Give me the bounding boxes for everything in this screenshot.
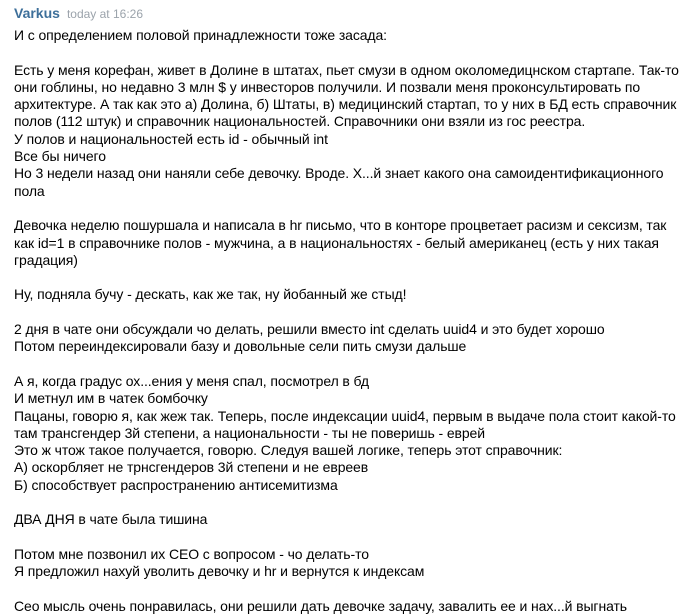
message-text-line: Все бы ничего [14,148,106,165]
message-text-line: Я предложил нахуй уволить девочку и hr и вернутся к индексам [14,563,425,580]
message-text-line: Это ж чтож такое получается, говорю. Следуя вашей логике, теперь этот справочник: [14,442,563,459]
message-text-line: как id=1 в справочнике полов - мужчина, а в национальностях - белый американец (есть у них такая [14,234,659,251]
message-text-line [14,200,688,217]
message-header [14,5,688,23]
message-text-line: архитектуре. А так как это а) Долина, б) Штаты, в) медицинский стартап, то у них в БД есть справочник [14,96,677,113]
message-text-line [14,44,688,61]
message-text-line: Потом мне позвонил их CEO с вопросом - чо делать-то [14,545,369,562]
message-text-line: градация) [14,251,78,268]
message-text-line [14,356,688,373]
message-text-line [14,304,688,321]
message-text-line [14,494,688,511]
message-text-line: Есть у меня корефан, живет в Долине в штатах, пьет смузи в одном околомедицнском стартапе. Так-то [14,61,679,78]
message-text-line: И с определением половой принадлежности тоже засада: [14,27,387,43]
message-text-line: Ну, подняла бучу - дескать, как же так, ну йобанный же стыд! [14,286,407,303]
message-text-line: Девочка неделю пошуршала и написала в hr письмо, что в конторе процветает расизм и сексизм, так [14,217,667,234]
message-text-line: Сео мысль очень понравилась, они решили дать девочке задачу, завалить ее и нах...й выгнать [14,597,627,614]
message-text-line: Потом переиндексировали базу и довольные сели пить смузи дальше [14,338,467,355]
message-text-line: пола [14,182,45,199]
message-text-line: там трансгендер 3й степени, а национальности - ты не поверишь - еврей [14,424,485,441]
author-name[interactable]: Varkus [14,5,60,21]
message-text-line: А) оскорбляет не трнсгендеров 3й степени и не евреев [14,459,369,476]
message-text-line: А я, когда градус ох...ения у меня спал, посмотрел в бд [14,372,369,389]
message-text-line [14,269,688,286]
message-text-line: ДВА ДНЯ в чате была тишина [14,511,208,528]
message-text-line: Б) способствует распространению антисемитизма [14,476,338,493]
message-body [14,27,688,615]
message-timestamp: today at 16:26 [66,7,143,21]
message-text-line [14,581,688,598]
message-text-line: 2 дня в чате они обсуждали чо делать, решили вместо int сделать uuid4 и это будет хорошо [14,321,605,338]
message-text-line: Но 3 недели назад они наняли себе девочку. Вроде. Х...й знает какого она самоидентификационного [14,165,664,182]
message-text-line: И метнул им в чатек бомбочку [14,390,208,407]
message-text-line: Пацаны, говорю я, как жеж так. Теперь, после индексации uuid4, первым в выдаче пола стоит какой-то [14,407,676,424]
message-text-line: полов (112 штук) и справочник национальностей. Справочники они взяли из гос реестра. [14,113,586,130]
message-text-line [14,529,688,546]
message-text-line: У полов и национальностей есть id - обычный int [14,130,328,147]
message-text-line: они гоблины, но недавно 3 млн $ у инвесторов получили. И позвали меня проконсультировать по [14,78,641,95]
